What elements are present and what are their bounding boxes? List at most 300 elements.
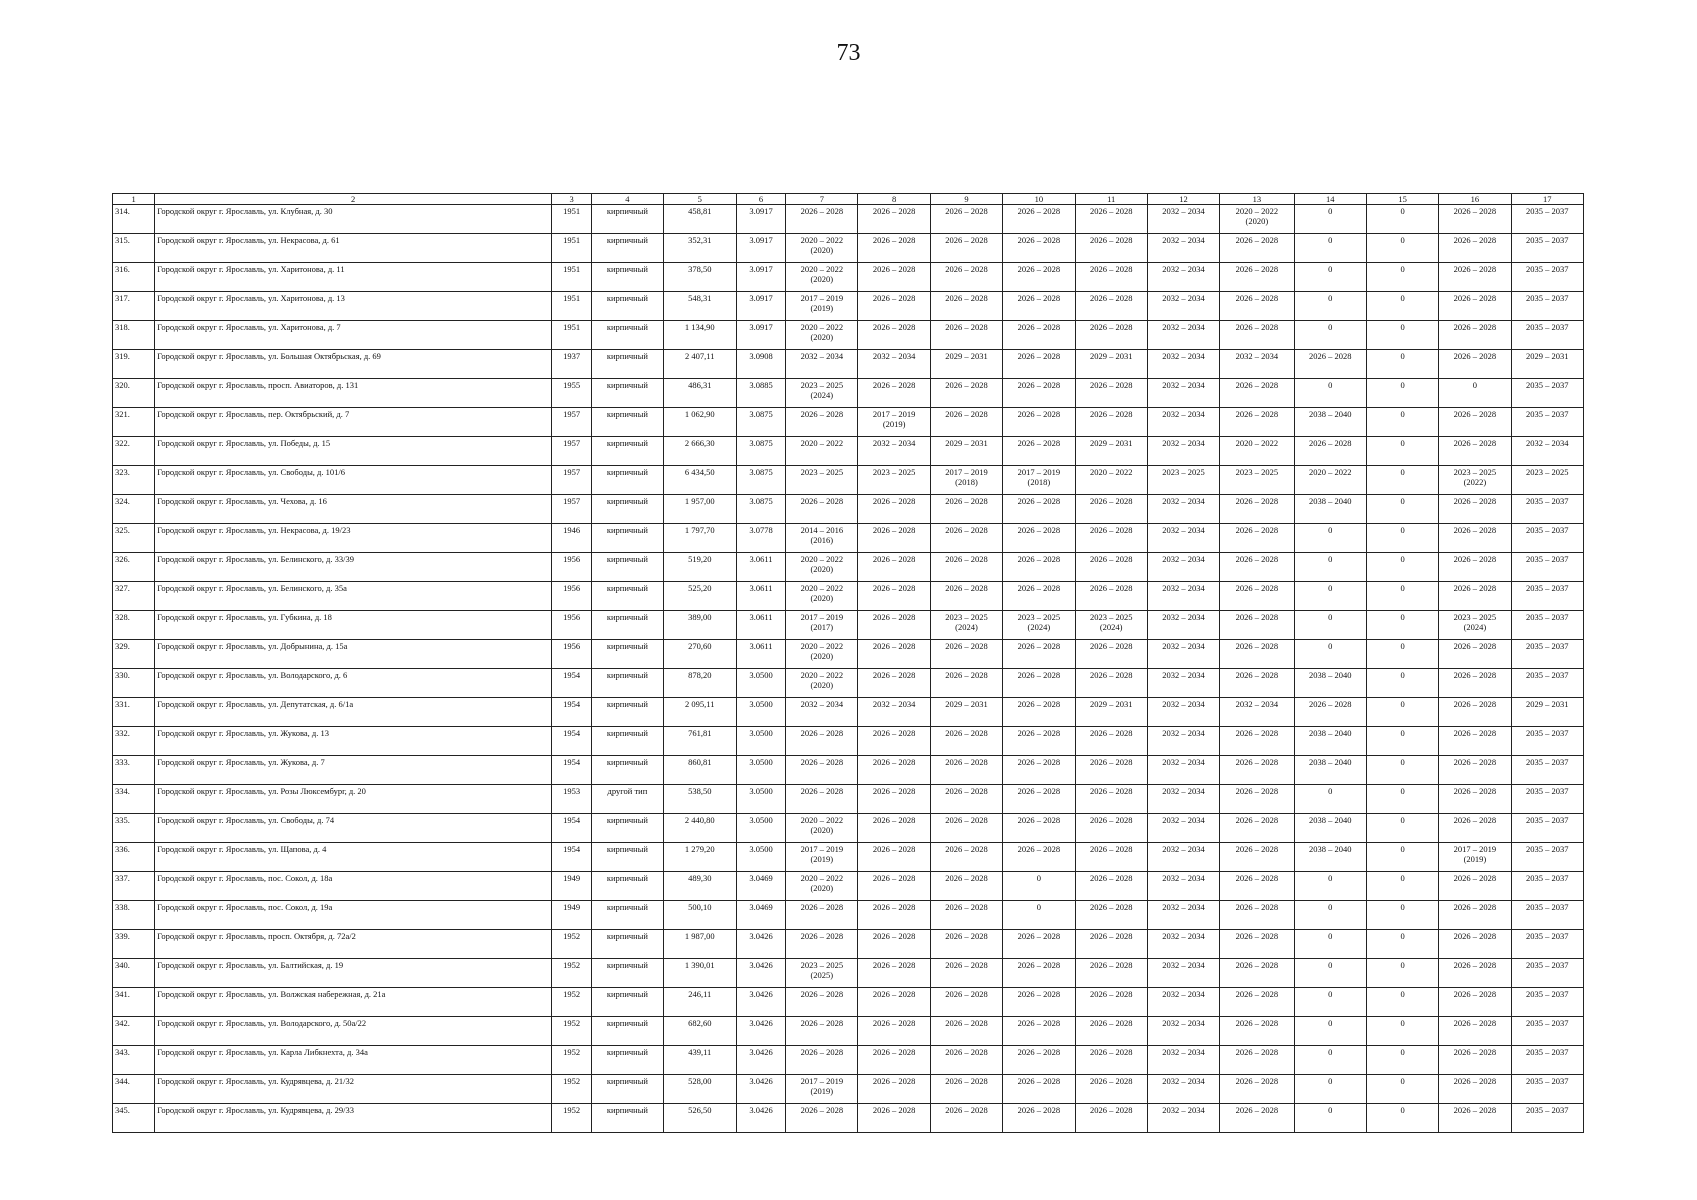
table-cell: 3.0426 (736, 1104, 785, 1133)
table-cell: 2032 – 2034 (858, 350, 930, 379)
table-body (113, 205, 1584, 1133)
table-cell: 2026 – 2028 (1294, 350, 1366, 379)
table-cell: 2032 – 2034 (1147, 408, 1219, 437)
table-cell: 2026 – 2028 (1220, 843, 1294, 872)
table-cell: 2026 – 2028 (1220, 495, 1294, 524)
table-cell: 2026 – 2028 (1003, 379, 1075, 408)
table-cell: 2026 – 2028 (1439, 640, 1511, 669)
table-cell: 2035 – 2037 (1511, 901, 1583, 930)
table-cell: 2017 – 2019 (2017) (786, 611, 858, 640)
table-row (113, 988, 1584, 1017)
address-cell: Городской округ г. Ярославль, ул. Харитонова, д. 11 (155, 263, 552, 292)
table-cell: 1952 (552, 1017, 592, 1046)
table-cell: кирпичный (592, 553, 663, 582)
table-cell: 1 797,70 (663, 524, 736, 553)
address-cell: Городской округ г. Ярославль, ул. Губкина, д. 18 (155, 611, 552, 640)
table-cell: 2026 – 2028 (1439, 350, 1511, 379)
row-number-cell: 331. (113, 698, 155, 727)
table-cell: 0 (1294, 379, 1366, 408)
table-cell: 2026 – 2028 (858, 321, 930, 350)
table-cell: 3.0875 (736, 466, 785, 495)
table-cell: 860,81 (663, 756, 736, 785)
table-cell: 1 957,00 (663, 495, 736, 524)
row-number-cell: 329. (113, 640, 155, 669)
row-number-cell: 315. (113, 234, 155, 263)
table-cell: 2032 – 2034 (1147, 234, 1219, 263)
row-number-cell: 341. (113, 988, 155, 1017)
table-row (113, 234, 1584, 263)
row-number-cell: 317. (113, 292, 155, 321)
table-cell: 2026 – 2028 (1075, 669, 1147, 698)
table-cell: 1956 (552, 640, 592, 669)
address-cell: Городской округ г. Ярославль, ул. Кудрявцева, д. 29/33 (155, 1104, 552, 1133)
table-cell: 2020 – 2022 (2020) (786, 640, 858, 669)
address-cell: Городской округ г. Ярославль, пос. Сокол, д. 18а (155, 872, 552, 901)
table-cell: 0 (1366, 1104, 1438, 1133)
table-cell: 2032 – 2034 (1147, 350, 1219, 379)
table-cell: 2017 – 2019 (2019) (786, 1075, 858, 1104)
table-cell: 2026 – 2028 (930, 234, 1002, 263)
table-cell: 2026 – 2028 (858, 814, 930, 843)
table-cell: 2026 – 2028 (786, 495, 858, 524)
table-cell: 2023 – 2025 (2025) (786, 959, 858, 988)
table-cell: 2026 – 2028 (1075, 1017, 1147, 1046)
table-cell: 2026 – 2028 (858, 756, 930, 785)
table-cell: 2023 – 2025 (1147, 466, 1219, 495)
row-number-cell: 332. (113, 727, 155, 756)
table-cell: кирпичный (592, 1075, 663, 1104)
table-cell: 1956 (552, 582, 592, 611)
table-cell: кирпичный (592, 379, 663, 408)
table-cell: 2026 – 2028 (858, 1046, 930, 1075)
table-cell: 2029 – 2031 (1075, 698, 1147, 727)
row-number-cell: 337. (113, 872, 155, 901)
table-cell: 2029 – 2031 (1075, 350, 1147, 379)
table-cell: 1951 (552, 205, 592, 234)
table-cell: 0 (1366, 553, 1438, 582)
table-cell: 2026 – 2028 (786, 1017, 858, 1046)
table-cell: 3.0917 (736, 292, 785, 321)
table-cell: 2026 – 2028 (930, 785, 1002, 814)
table-cell: 2026 – 2028 (1003, 814, 1075, 843)
table-cell: 2026 – 2028 (1075, 959, 1147, 988)
table-cell: кирпичный (592, 582, 663, 611)
table-cell: 2026 – 2028 (858, 234, 930, 263)
table-cell: 3.0469 (736, 872, 785, 901)
table-cell: 2035 – 2037 (1511, 727, 1583, 756)
column-header: 4 (592, 194, 663, 205)
table-cell: 2026 – 2028 (1439, 292, 1511, 321)
table-cell: 2032 – 2034 (1147, 814, 1219, 843)
table-cell: 2026 – 2028 (930, 727, 1002, 756)
column-header: 11 (1075, 194, 1147, 205)
column-header: 5 (663, 194, 736, 205)
table-cell: 2026 – 2028 (1003, 1046, 1075, 1075)
address-cell: Городской округ г. Ярославль, ул. Жукова, д. 7 (155, 756, 552, 785)
table-cell: 2026 – 2028 (930, 988, 1002, 1017)
table-cell: 2017 – 2019 (2018) (1003, 466, 1075, 495)
address-cell: Городской округ г. Ярославль, ул. Большая Октябрьская, д. 69 (155, 350, 552, 379)
table-cell: 2026 – 2028 (1075, 1075, 1147, 1104)
table-cell: 2026 – 2028 (1220, 582, 1294, 611)
table-cell: 2026 – 2028 (858, 843, 930, 872)
address-cell: Городской округ г. Ярославль, ул. Володарского, д. 6 (155, 669, 552, 698)
table-cell: 2026 – 2028 (1220, 524, 1294, 553)
table-cell: 0 (1366, 1046, 1438, 1075)
row-number-cell: 318. (113, 321, 155, 350)
table-cell: 2026 – 2028 (930, 901, 1002, 930)
table-row (113, 872, 1584, 901)
table-cell: 2023 – 2025 (2024) (1003, 611, 1075, 640)
address-cell: Городской округ г. Ярославль, пер. Октябрьский, д. 7 (155, 408, 552, 437)
table-cell: 0 (1294, 263, 1366, 292)
row-number-cell: 326. (113, 553, 155, 582)
table-cell: 1952 (552, 930, 592, 959)
table-cell: 548,31 (663, 292, 736, 321)
table-cell: 2026 – 2028 (1003, 988, 1075, 1017)
table-cell: кирпичный (592, 524, 663, 553)
table-cell: 1956 (552, 611, 592, 640)
table-cell: 2026 – 2028 (858, 988, 930, 1017)
table-row (113, 466, 1584, 495)
row-number-cell: 324. (113, 495, 155, 524)
table-cell: 2026 – 2028 (1439, 785, 1511, 814)
address-cell: Городской округ г. Ярославль, ул. Харитонова, д. 13 (155, 292, 552, 321)
table-cell: 3.0426 (736, 988, 785, 1017)
table-cell: 2026 – 2028 (930, 669, 1002, 698)
table-cell: 2026 – 2028 (1439, 234, 1511, 263)
table-cell: 2026 – 2028 (1220, 1104, 1294, 1133)
table-cell: 0 (1366, 901, 1438, 930)
table-cell: 3.0611 (736, 640, 785, 669)
table-cell: 1957 (552, 437, 592, 466)
table-cell: 2038 – 2040 (1294, 408, 1366, 437)
table-cell: 2032 – 2034 (1147, 1017, 1219, 1046)
table-cell: 1957 (552, 408, 592, 437)
table-cell: 439,11 (663, 1046, 736, 1075)
table-cell: 0 (1294, 1017, 1366, 1046)
row-number-cell: 336. (113, 843, 155, 872)
row-number-cell: 323. (113, 466, 155, 495)
table-cell: 0 (1366, 959, 1438, 988)
table-cell: 270,60 (663, 640, 736, 669)
table-cell: 0 (1366, 350, 1438, 379)
table-cell: 2026 – 2028 (1075, 553, 1147, 582)
table-cell: 0 (1366, 582, 1438, 611)
table-cell: 2026 – 2028 (1439, 1046, 1511, 1075)
table-cell: 2023 – 2025 (786, 466, 858, 495)
table-cell: 2026 – 2028 (786, 727, 858, 756)
table-cell: 2026 – 2028 (930, 1046, 1002, 1075)
table-cell: кирпичный (592, 495, 663, 524)
column-header: 1 (113, 194, 155, 205)
table-row (113, 321, 1584, 350)
table-cell: 1954 (552, 727, 592, 756)
table-cell: 2020 – 2022 (786, 437, 858, 466)
table-cell: 352,31 (663, 234, 736, 263)
table-cell: 0 (1294, 553, 1366, 582)
table-cell: 2038 – 2040 (1294, 495, 1366, 524)
column-header: 14 (1294, 194, 1366, 205)
row-number-cell: 320. (113, 379, 155, 408)
table-cell: 2029 – 2031 (930, 437, 1002, 466)
row-number-cell: 321. (113, 408, 155, 437)
table-cell: 1951 (552, 321, 592, 350)
table-cell: 2026 – 2028 (1220, 611, 1294, 640)
table-cell: 2020 – 2022 (2020) (786, 234, 858, 263)
table-cell: 2032 – 2034 (1147, 843, 1219, 872)
table-cell: 2026 – 2028 (1439, 524, 1511, 553)
table-cell: 1949 (552, 872, 592, 901)
table-cell: 878,20 (663, 669, 736, 698)
table-cell: 2026 – 2028 (1220, 263, 1294, 292)
address-cell: Городской округ г. Ярославль, ул. Харитонова, д. 7 (155, 321, 552, 350)
table-cell: кирпичный (592, 930, 663, 959)
table-cell: 2026 – 2028 (786, 988, 858, 1017)
table-cell: 389,00 (663, 611, 736, 640)
table-cell: 2023 – 2025 (2024) (786, 379, 858, 408)
table-cell: 2026 – 2028 (1003, 234, 1075, 263)
table-cell: 2035 – 2037 (1511, 872, 1583, 901)
table-cell: 2014 – 2016 (2016) (786, 524, 858, 553)
row-number-cell: 316. (113, 263, 155, 292)
table-cell: 2026 – 2028 (858, 669, 930, 698)
column-header: 9 (930, 194, 1002, 205)
row-number-cell: 338. (113, 901, 155, 930)
table-cell: 2017 – 2019 (2019) (1439, 843, 1511, 872)
address-cell: Городской округ г. Ярославль, ул. Свободы, д. 74 (155, 814, 552, 843)
row-number-cell: 345. (113, 1104, 155, 1133)
table-cell: 1 390,01 (663, 959, 736, 988)
table-row (113, 727, 1584, 756)
table-row (113, 930, 1584, 959)
table-cell: 3.0875 (736, 437, 785, 466)
table-cell: 2023 – 2025 (858, 466, 930, 495)
row-number-cell: 328. (113, 611, 155, 640)
table-header-row (113, 194, 1584, 205)
table-cell: 2026 – 2028 (858, 1075, 930, 1104)
table-cell: 2032 – 2034 (1147, 901, 1219, 930)
table-cell: 1946 (552, 524, 592, 553)
table-cell: 2032 – 2034 (786, 350, 858, 379)
table-cell: 3.0875 (736, 408, 785, 437)
table-cell: 2017 – 2019 (2018) (930, 466, 1002, 495)
table-cell: кирпичный (592, 727, 663, 756)
table-row (113, 582, 1584, 611)
table-cell: 2035 – 2037 (1511, 263, 1583, 292)
table-cell: 2026 – 2028 (1220, 669, 1294, 698)
table-cell: 2035 – 2037 (1511, 1075, 1583, 1104)
column-header: 3 (552, 194, 592, 205)
table-cell: 1 279,20 (663, 843, 736, 872)
table-cell: 2029 – 2031 (1075, 437, 1147, 466)
table-cell: 2026 – 2028 (1075, 756, 1147, 785)
address-cell: Городской округ г. Ярославль, ул. Депутатская, д. 6/1а (155, 698, 552, 727)
column-header: 12 (1147, 194, 1219, 205)
table-cell: 1 062,90 (663, 408, 736, 437)
table-cell: 1957 (552, 495, 592, 524)
table-cell: 2032 – 2034 (1147, 756, 1219, 785)
table-cell: 486,31 (663, 379, 736, 408)
address-cell: Городской округ г. Ярославль, ул. Белинского, д. 33/39 (155, 553, 552, 582)
table-cell: 0 (1366, 321, 1438, 350)
table-cell: кирпичный (592, 843, 663, 872)
table-cell: 2026 – 2028 (1439, 205, 1511, 234)
table-cell: 0 (1366, 814, 1438, 843)
table-cell: 2035 – 2037 (1511, 669, 1583, 698)
table-cell: 0 (1366, 466, 1438, 495)
table-cell: 2026 – 2028 (1003, 408, 1075, 437)
table-cell: 2026 – 2028 (1003, 843, 1075, 872)
table-cell: 2026 – 2028 (1220, 785, 1294, 814)
table-cell: 2017 – 2019 (2019) (858, 408, 930, 437)
table-cell: 2035 – 2037 (1511, 408, 1583, 437)
table-cell: 2026 – 2028 (930, 1075, 1002, 1104)
table-cell: 2035 – 2037 (1511, 959, 1583, 988)
row-number-cell: 330. (113, 669, 155, 698)
table-cell: 2026 – 2028 (1439, 553, 1511, 582)
table-cell: 2026 – 2028 (1075, 901, 1147, 930)
table-cell: 528,00 (663, 1075, 736, 1104)
table-cell: 2032 – 2034 (1147, 321, 1219, 350)
table-cell: 2020 – 2022 (2020) (786, 263, 858, 292)
table-cell: 2026 – 2028 (1075, 988, 1147, 1017)
table-cell: 1954 (552, 756, 592, 785)
table-cell: 2017 – 2019 (2019) (786, 843, 858, 872)
table-cell: 2026 – 2028 (858, 872, 930, 901)
table-cell: 0 (1003, 872, 1075, 901)
table-cell: 2026 – 2028 (1220, 872, 1294, 901)
table-row (113, 901, 1584, 930)
table-cell: 3.0875 (736, 495, 785, 524)
table-cell: 2026 – 2028 (930, 1017, 1002, 1046)
address-cell: Городской округ г. Ярославль, ул. Клубная, д. 30 (155, 205, 552, 234)
row-number-cell: 334. (113, 785, 155, 814)
table-cell: 2026 – 2028 (930, 292, 1002, 321)
table-cell: 2026 – 2028 (1003, 1104, 1075, 1133)
table-cell: 3.0500 (736, 814, 785, 843)
table-cell: 2026 – 2028 (1439, 756, 1511, 785)
table-cell: 2026 – 2028 (858, 582, 930, 611)
address-cell: Городской округ г. Ярославль, ул. Розы Люксембург, д. 20 (155, 785, 552, 814)
table-cell: 2032 – 2034 (1147, 495, 1219, 524)
table-cell: 2026 – 2028 (1220, 814, 1294, 843)
table-cell: 2 666,30 (663, 437, 736, 466)
table-cell: 0 (1366, 872, 1438, 901)
table-cell: кирпичный (592, 872, 663, 901)
table-cell: 3.0500 (736, 669, 785, 698)
table-cell: 2026 – 2028 (930, 1104, 1002, 1133)
table-cell: 3.0500 (736, 756, 785, 785)
column-header: 16 (1439, 194, 1511, 205)
table-cell: 1954 (552, 843, 592, 872)
table-cell: 2038 – 2040 (1294, 727, 1366, 756)
table-cell: 2026 – 2028 (858, 611, 930, 640)
table-cell: 2026 – 2028 (1294, 437, 1366, 466)
address-cell: Городской округ г. Ярославль, ул. Балтийская, д. 19 (155, 959, 552, 988)
table-cell: 0 (1294, 640, 1366, 669)
address-cell: Городской округ г. Ярославль, ул. Свободы, д. 101/6 (155, 466, 552, 495)
table-cell: 0 (1294, 988, 1366, 1017)
table-cell: 2038 – 2040 (1294, 814, 1366, 843)
table-cell: 2023 – 2025 (2022) (1439, 466, 1511, 495)
table-row (113, 379, 1584, 408)
table-cell: 2026 – 2028 (930, 872, 1002, 901)
table-cell: 2032 – 2034 (1147, 640, 1219, 669)
table-cell: кирпичный (592, 205, 663, 234)
table-cell: 2026 – 2028 (1003, 263, 1075, 292)
table-cell: 2026 – 2028 (1220, 1017, 1294, 1046)
table-cell: 1953 (552, 785, 592, 814)
table-cell: 2032 – 2034 (1220, 698, 1294, 727)
table-cell: 1954 (552, 698, 592, 727)
table-cell: 0 (1439, 379, 1511, 408)
table-cell: 2026 – 2028 (1220, 640, 1294, 669)
table-cell: 2026 – 2028 (930, 814, 1002, 843)
table-cell: 2026 – 2028 (930, 553, 1002, 582)
table-cell: 2035 – 2037 (1511, 814, 1583, 843)
table-cell: 0 (1294, 872, 1366, 901)
table-cell: 2026 – 2028 (1003, 727, 1075, 756)
table-cell: 2035 – 2037 (1511, 379, 1583, 408)
table-cell: 0 (1366, 524, 1438, 553)
table-cell: 1957 (552, 466, 592, 495)
table-cell: 2026 – 2028 (858, 263, 930, 292)
table-cell: 2029 – 2031 (930, 350, 1002, 379)
table-cell: 1952 (552, 988, 592, 1017)
table-cell: 2035 – 2037 (1511, 1104, 1583, 1133)
table-cell: кирпичный (592, 466, 663, 495)
table-cell: 500,10 (663, 901, 736, 930)
table-cell: 2023 – 2025 (2024) (1075, 611, 1147, 640)
table-cell: кирпичный (592, 1017, 663, 1046)
table-row (113, 524, 1584, 553)
table-row (113, 1017, 1584, 1046)
table-cell: 2026 – 2028 (1439, 988, 1511, 1017)
table-cell: кирпичный (592, 611, 663, 640)
address-cell: Городской округ г. Ярославль, ул. Жукова, д. 13 (155, 727, 552, 756)
table-cell: 2026 – 2028 (858, 495, 930, 524)
table-cell: 2038 – 2040 (1294, 669, 1366, 698)
table-cell: 2032 – 2034 (1147, 553, 1219, 582)
housing-schedule-table (112, 193, 1584, 1133)
table-cell: 2035 – 2037 (1511, 205, 1583, 234)
table-cell: кирпичный (592, 901, 663, 930)
table-cell: 2032 – 2034 (1147, 959, 1219, 988)
table-cell: 2026 – 2028 (930, 205, 1002, 234)
table-cell: 2026 – 2028 (1220, 379, 1294, 408)
table-cell: 2026 – 2028 (1439, 1104, 1511, 1133)
table-cell: 2035 – 2037 (1511, 756, 1583, 785)
table-cell: 2026 – 2028 (1003, 756, 1075, 785)
table-cell: 0 (1366, 727, 1438, 756)
table-cell: 2038 – 2040 (1294, 843, 1366, 872)
table-cell: 2026 – 2028 (858, 553, 930, 582)
table-cell: кирпичный (592, 408, 663, 437)
address-cell: Городской округ г. Ярославль, просп. Октября, д. 72а/2 (155, 930, 552, 959)
table-cell: другой тип (592, 785, 663, 814)
table-cell: 2026 – 2028 (1439, 814, 1511, 843)
table-cell: кирпичный (592, 263, 663, 292)
table-cell: 2026 – 2028 (930, 640, 1002, 669)
table-cell: 2026 – 2028 (1003, 582, 1075, 611)
table-cell: 458,81 (663, 205, 736, 234)
table-cell: 2026 – 2028 (1075, 843, 1147, 872)
table-cell: 2032 – 2034 (858, 437, 930, 466)
table-cell: 2026 – 2028 (858, 292, 930, 321)
table-cell: 2020 – 2022 (2020) (786, 582, 858, 611)
table-row (113, 785, 1584, 814)
